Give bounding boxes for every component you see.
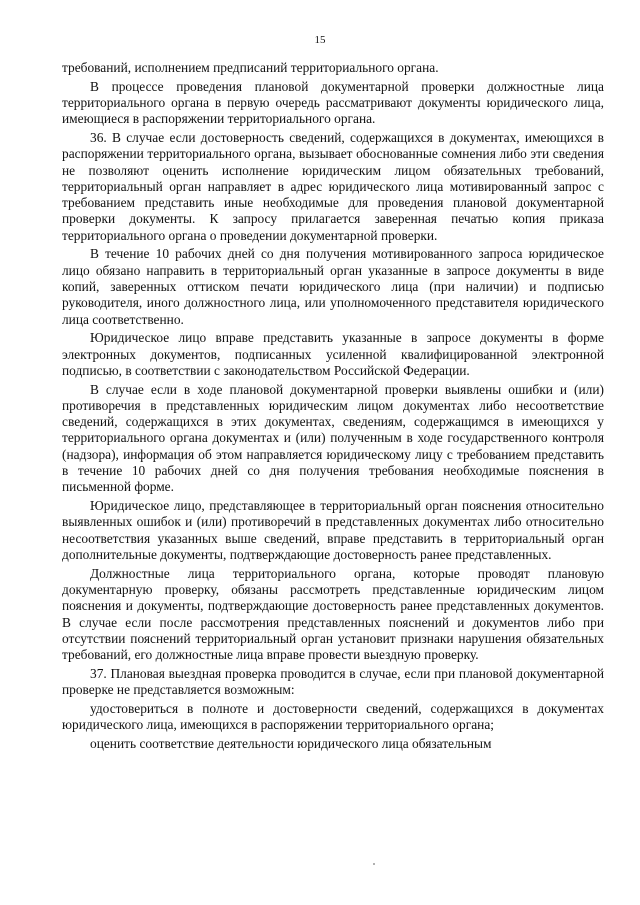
paragraph-officials-review: Должностные лица территориального органа, которые проводят плановую документарную проверку, обязаны рассмотреть представленные юридическим лицом пояснения и документы, подтверждающие достоверность ранее представленных документов. В случае если после рассмотрения представленных пояснений и документов либо при отсутствии пояснений территориальный орган установит признаки нарушения обязательных требований, его должностные лица вправе провести выездную проверку. bbox=[62, 565, 604, 663]
paragraph-continuation: требований, исполнением предписаний территориального органа. bbox=[62, 60, 439, 75]
paragraph-item-36: 36. В случае если достоверность сведений, содержащихся в документах, имеющихся в распоряжении территориального органа, вызывает обоснованные сомнения либо эти сведения не позволяют оценить исполнение юридическим лицом обязательных требований, территориальный орган направляет в адрес юридического лица мотивированный запрос с требованием представить иные необходимые для проведения плановой документарной проверки документы. К запросу прилагается заверенная печатью копия приказа территориального органа о проведении документарной проверки. bbox=[62, 129, 604, 243]
scan-speck bbox=[373, 863, 375, 865]
paragraph-assess-compliance: оценить соответствие деятельности юридического лица обязательным bbox=[90, 735, 492, 751]
paragraph-document-review: В процессе проведения плановой документарной проверки должностные лица территориального органа в первую очередь рассматривают документы юридического лица, имеющиеся в распоряжении территориального органа. bbox=[62, 78, 604, 127]
paragraph-item-37: 37. Плановая выездная проверка проводится в случае, если при плановой документарной проверке не представляется возможным: bbox=[62, 665, 604, 698]
paragraph-explanations: Юридическое лицо, представляющее в территориальный орган пояснения относительно выявленных ошибок и (или) противоречий в представленных документах либо относительно несоответствия указанных выше сведений, вправе представить в территориальный орган дополнительные документы, подтверждающие достоверность ранее представленных. bbox=[62, 498, 604, 562]
page-number: 15 bbox=[314, 34, 326, 46]
document-body bbox=[62, 60, 604, 754]
paragraph-errors-found: В случае если в ходе плановой документарной проверки выявлены ошибки и (или) противоречия в представленных юридическим лицом документах либо несоответствие сведений, содержащихся в этих документах, сведениям, содержащимся в имеющихся у территориального органа документах и (или) полученным в ходе государственного контроля (надзора), информация об этом направляется юридическому лицу с требованием представить в течение 10 рабочих дней со дня получения требования необходимые пояснения в письменной форме. bbox=[62, 381, 604, 495]
paragraph-verify-completeness: удостовериться в полноте и достоверности сведений, содержащихся в документах юридического лица, имеющихся в распоряжении территориального органа; bbox=[62, 700, 604, 733]
paragraph-electronic-documents: Юридическое лицо вправе представить указанные в запросе документы в форме электронных документов, подписанных усиленной квалифицированной электронной подписью, в соответствии с законодательством Российской Федерации. bbox=[62, 330, 604, 378]
paragraph-ten-days: В течение 10 рабочих дней со дня получения мотивированного запроса юридическое лицо обязано направить в территориальный орган указанные в запросе документы в виде копий, заверенных оттиском печати юридического лица (при наличии) и подписью руководителя, иного должностного лица, или уполномоченного представителя юридического лица соответственно. bbox=[62, 246, 604, 327]
